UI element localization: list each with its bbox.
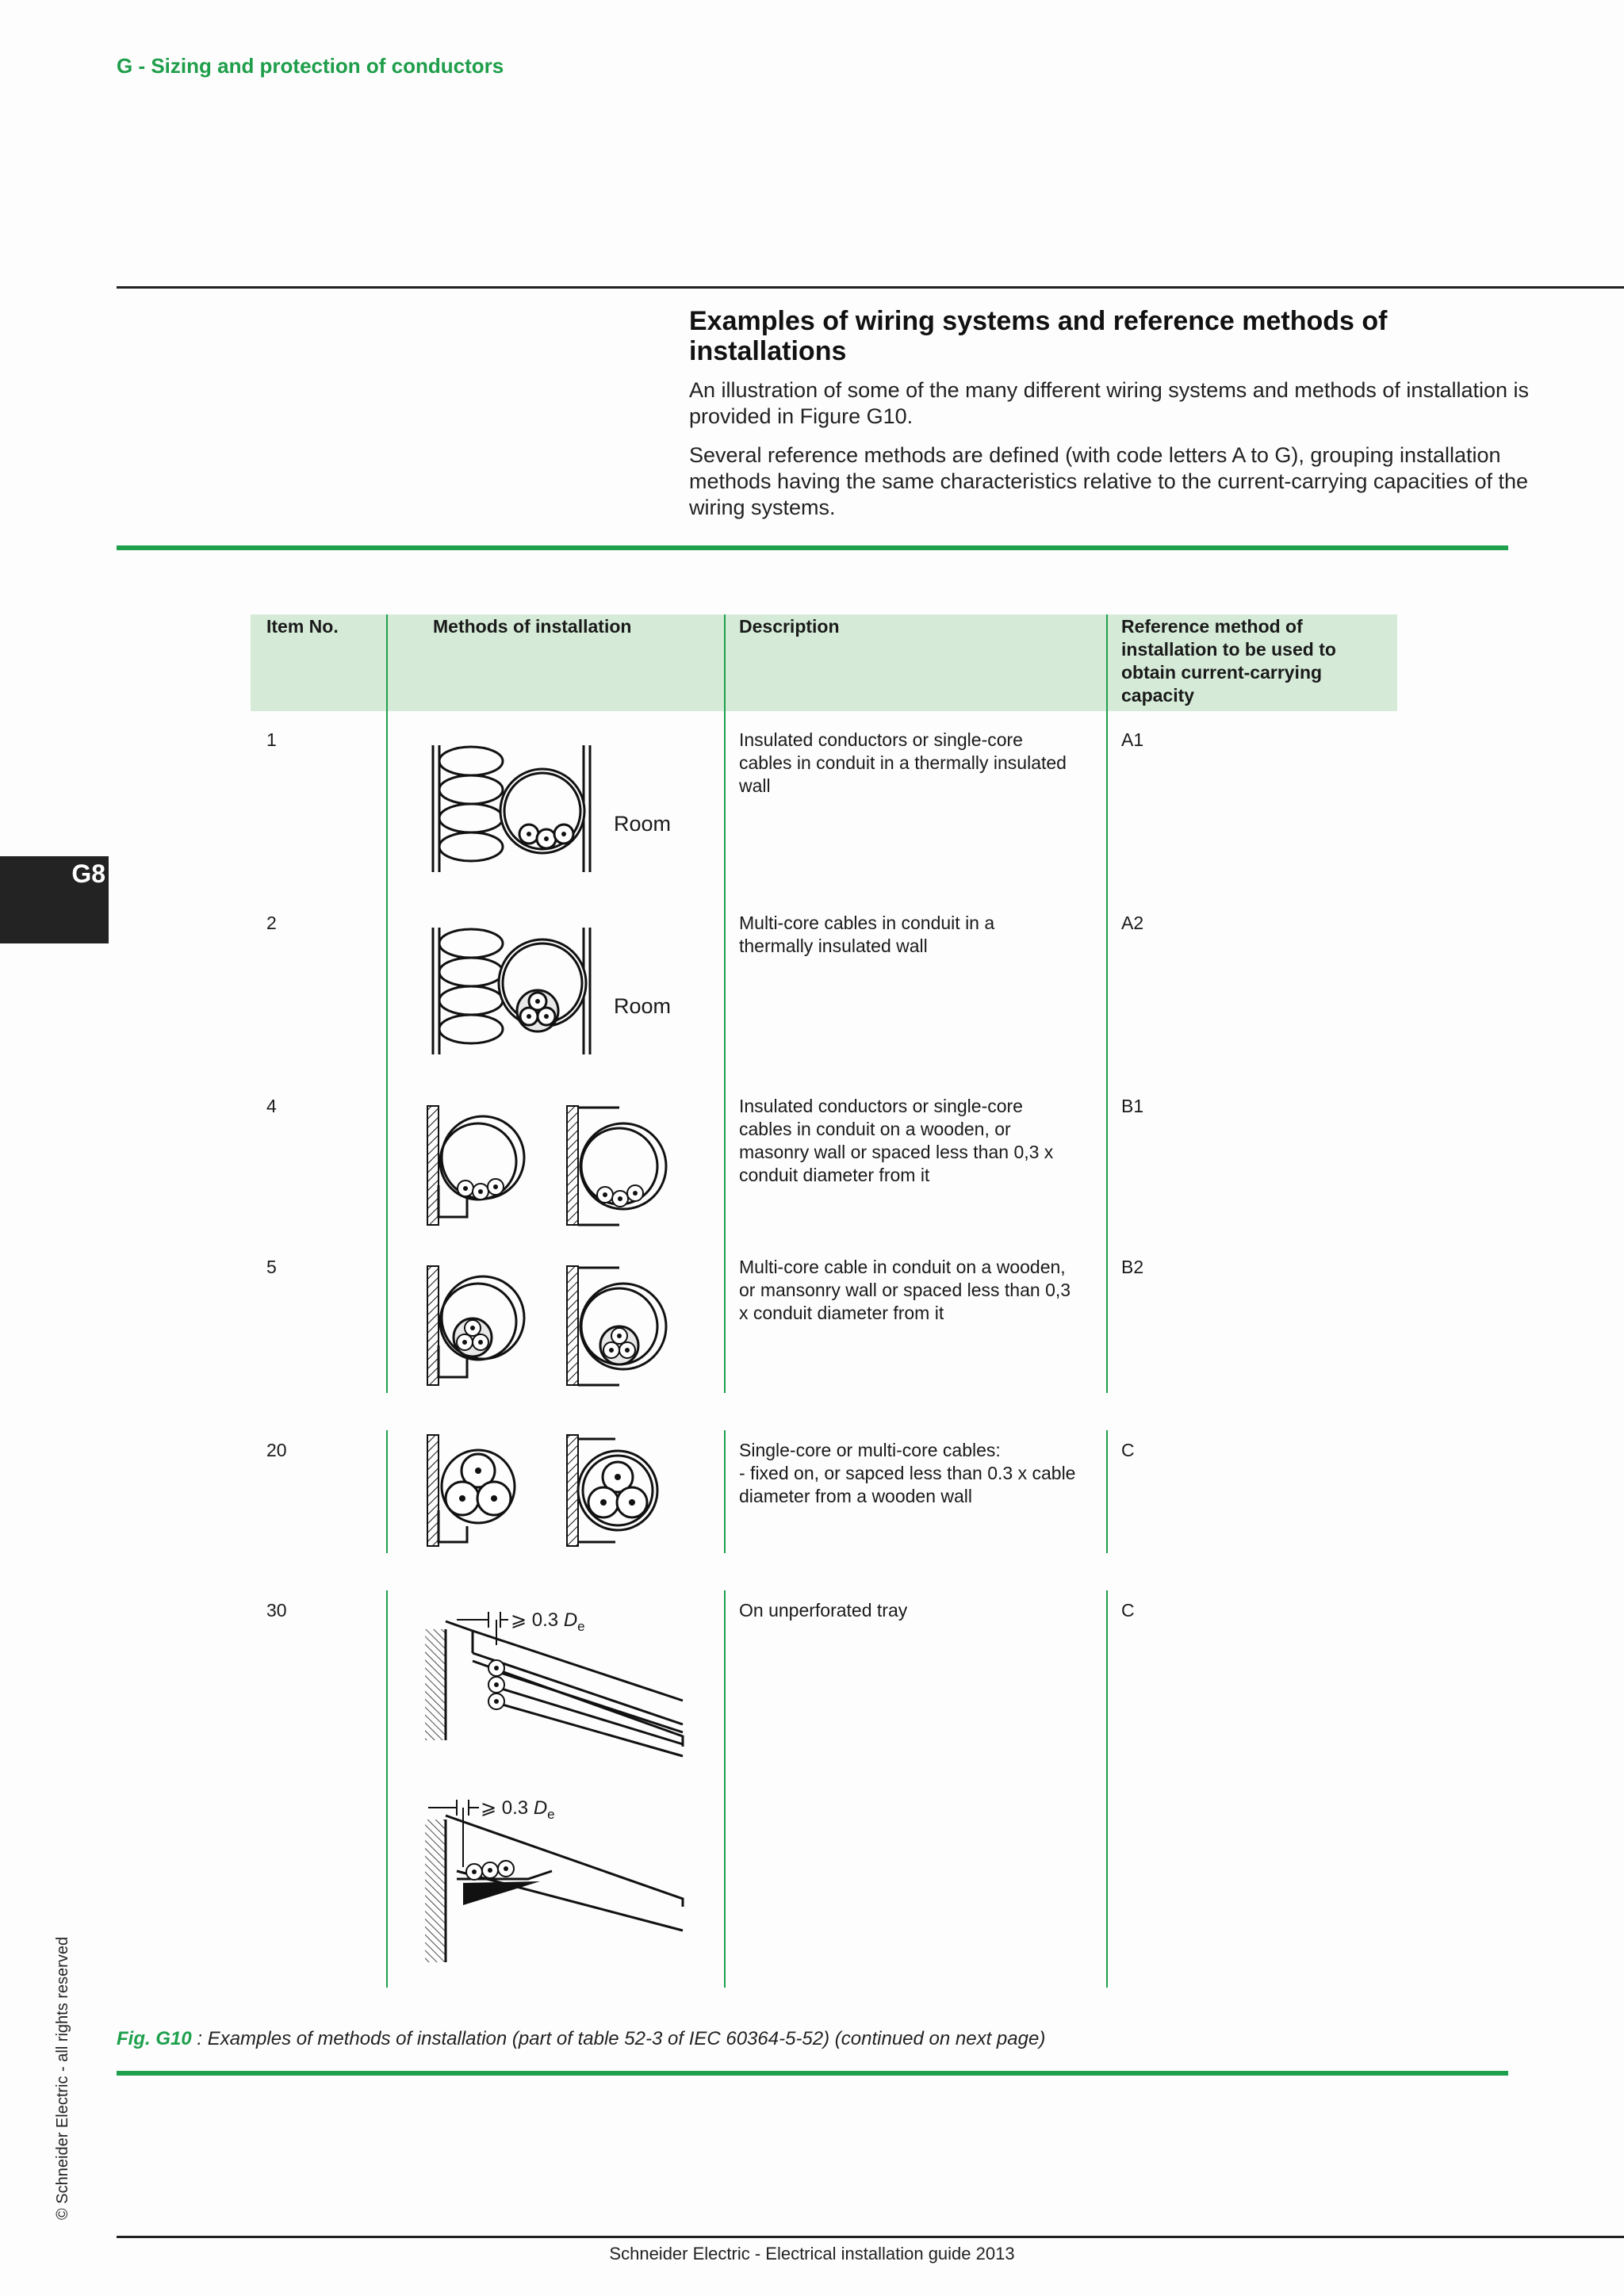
row-30-item: 30 xyxy=(266,1600,287,1621)
row-2-installation-figure xyxy=(425,920,710,1062)
figure-caption-text: : Examples of methods of installation (part of table 52-3 of IEC 60364-5-52) (continued on next page) xyxy=(191,2028,1046,2049)
header-description: Description xyxy=(739,616,840,637)
row-20-description: Single-core or multi-core cables: - fixed on, or sapced less than 0.3 x cable diameter from a wooden wall xyxy=(739,1440,1076,1506)
installation-methods-table xyxy=(251,614,1397,1988)
bottom-rule xyxy=(117,2236,1624,2238)
row-1-item: 1 xyxy=(266,729,277,750)
row-2-reference: A2 xyxy=(1121,913,1144,933)
top-rule xyxy=(117,286,1624,289)
row-30-description: On unperforated tray xyxy=(739,1600,908,1621)
row-20-reference: C xyxy=(1121,1440,1135,1460)
row-1-figure-label: Room xyxy=(614,812,672,836)
chapter-title: G - Sizing and protection of conductors xyxy=(117,54,504,78)
row-2-figure-label: Room xyxy=(614,994,672,1018)
green-rule-top xyxy=(117,545,1508,550)
header-methods: Methods of installation xyxy=(433,616,632,637)
column-divider xyxy=(1106,614,1108,1393)
column-divider xyxy=(724,614,726,1393)
header-reference: Reference method of installation to be used to obtain current-carrying capacity xyxy=(1121,616,1336,706)
column-divider xyxy=(386,1430,388,1553)
row-2-item: 2 xyxy=(266,913,277,933)
column-divider xyxy=(724,1430,726,1553)
intro-paragraph-1: An illustration of some of the many different wiring systems and methods of installation is provided in Figure G10. xyxy=(689,378,1530,428)
header-item-no: Item No. xyxy=(266,616,339,637)
row-4-reference: B1 xyxy=(1121,1096,1144,1116)
page-footer: Schneider Electric - Electrical installation guide 2013 xyxy=(609,2244,1015,2263)
row-4-description: Insulated conductors or single-core cables in conduit on a wooden, or masonry wall or spaced less than 0,3 x conduit diameter from it xyxy=(739,1096,1054,1185)
page-tab-label: G8 xyxy=(71,859,105,888)
page-tab xyxy=(0,856,109,943)
column-divider xyxy=(724,1590,726,1988)
copyright-notice: © Schneider Electric - all rights reserved xyxy=(54,1936,71,2220)
row-1-description: Insulated conductors or single-core cables in conduit in a thermally insulated wall xyxy=(739,729,1067,796)
figure-caption-label: Fig. G10 xyxy=(117,2028,192,2049)
row-4-installation-figure xyxy=(421,1098,691,1241)
row-1-installation-figure xyxy=(425,737,710,880)
row-30-clearance-label-1: ⩾ 0.3 $D_e$ xyxy=(511,1609,585,1634)
figure-caption xyxy=(117,2028,1045,2050)
row-5-reference: B2 xyxy=(1121,1257,1144,1277)
intro-paragraph-2: Several reference methods are defined (with code letters A to G), grouping installation methods having the same characteristics relative to the current-carrying capacities of the wiring systems. xyxy=(689,443,1528,519)
row-1-reference: A1 xyxy=(1121,729,1144,750)
row-20-item: 20 xyxy=(266,1440,287,1460)
row-4-item: 4 xyxy=(266,1096,277,1116)
column-divider xyxy=(386,614,388,1393)
row-30-installation-figure xyxy=(425,1605,710,1978)
intro-section xyxy=(689,306,1530,534)
column-divider xyxy=(386,1590,388,1988)
row-2-description: Multi-core cables in conduit in a thermally insulated wall xyxy=(739,913,995,956)
row-20-installation-figure xyxy=(421,1431,691,1550)
column-divider xyxy=(1106,1430,1108,1553)
row-30-clearance-label-2: ⩾ 0.3 $D_e$ xyxy=(481,1797,555,1822)
section-heading: Examples of wiring systems and reference methods of installations xyxy=(689,306,1388,366)
row-5-item: 5 xyxy=(266,1257,277,1277)
row-5-description: Multi-core cable in conduit on a wooden, or mansonry wall or spaced less than 0,3 x conduit diameter from it xyxy=(739,1257,1071,1323)
green-rule-bottom xyxy=(117,2071,1508,2076)
row-5-installation-figure xyxy=(421,1258,691,1401)
row-30-reference: C xyxy=(1121,1600,1135,1621)
column-divider xyxy=(1106,1590,1108,1988)
